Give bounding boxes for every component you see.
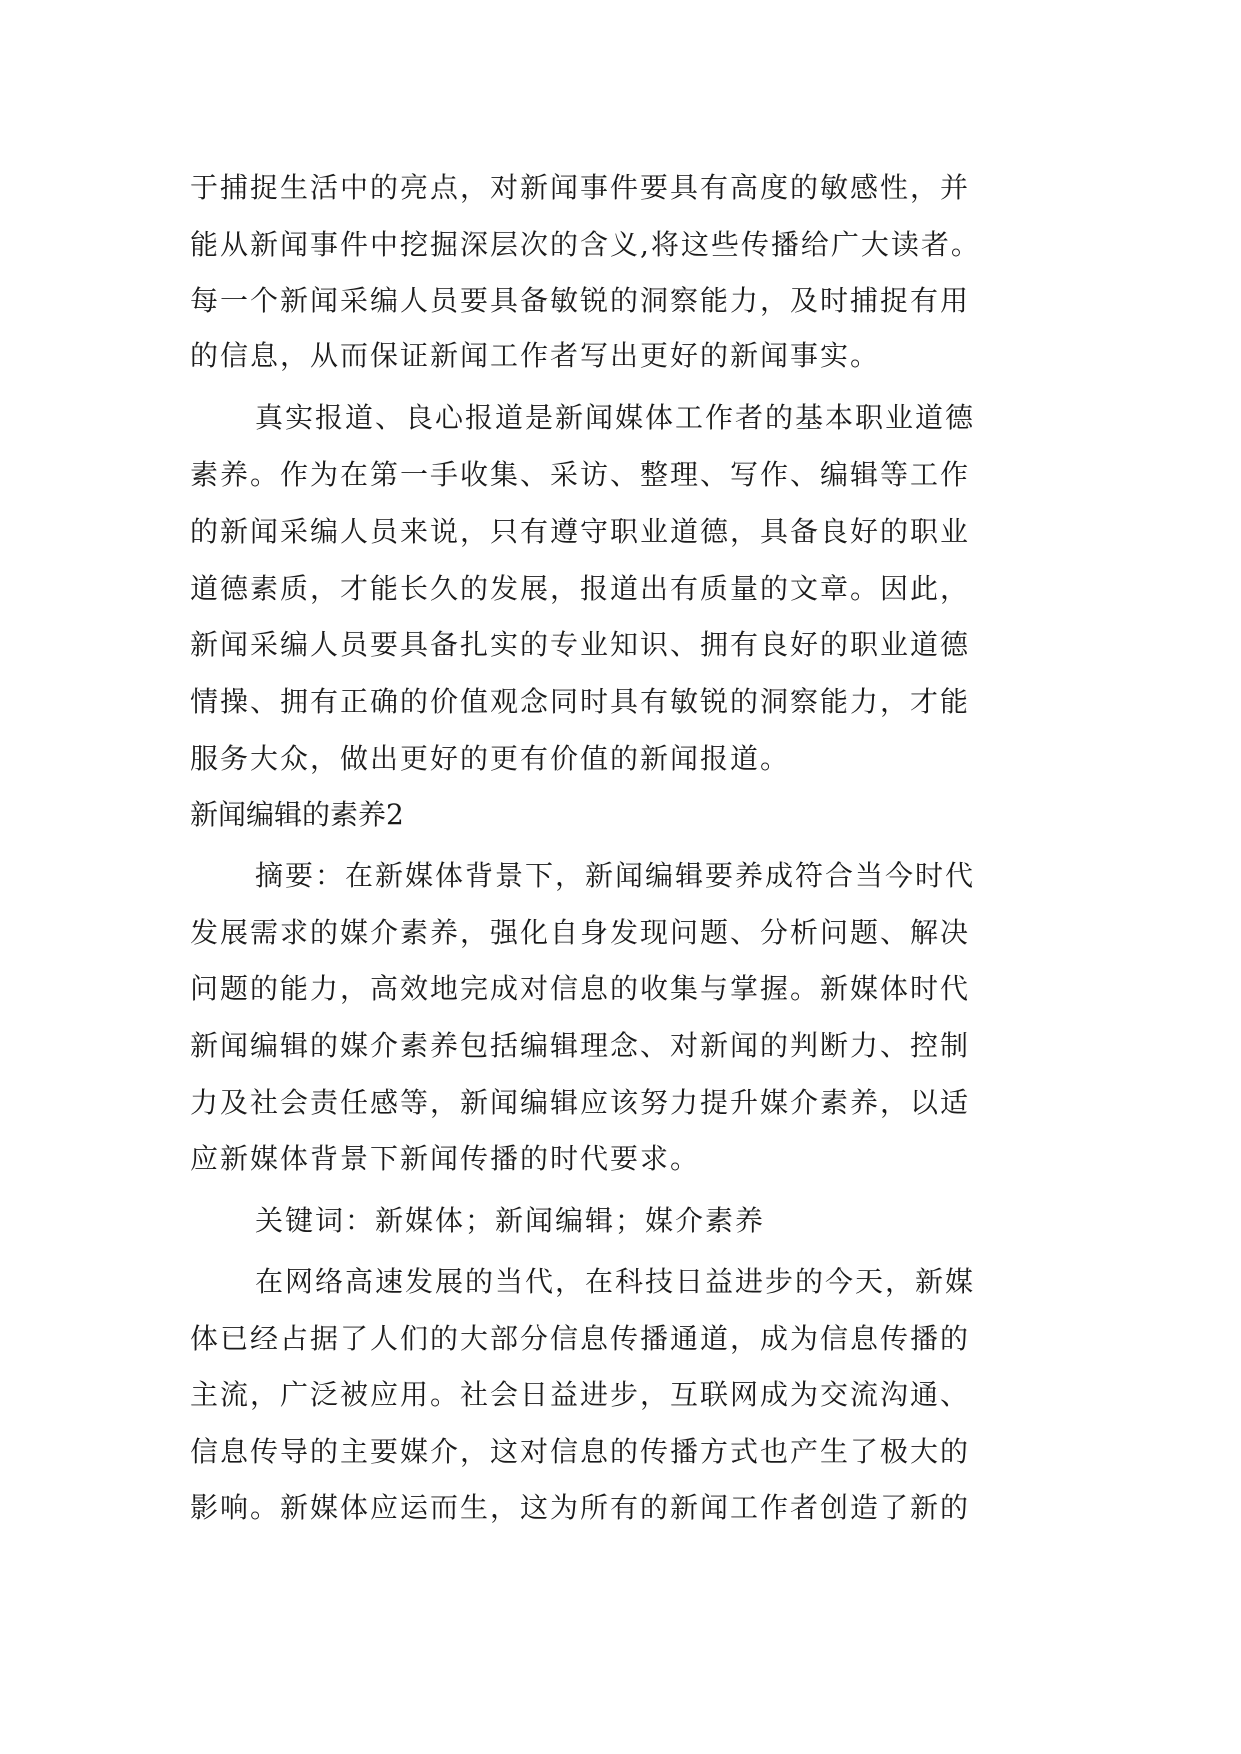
paragraph-line: 的新闻采编人员来说，只有遵守职业道德，具备良好的职业 [190,515,971,548]
paragraph-line: 问题的能力，高效地完成对信息的收集与掌握。新媒体时代 [190,972,971,1005]
paragraph-line: 真实报道、良心报道是新闻媒体工作者的基本职业道德 [255,401,976,434]
paragraph-line: 在网络高速发展的当代，在科技日益进步的今天，新媒 [255,1265,976,1298]
paragraph-line: 力及社会责任感等，新闻编辑应该努力提升媒介素养，以适 [190,1086,971,1119]
keywords-line: 关键词：新媒体；新闻编辑；媒介素养 [255,1204,766,1237]
paragraph-line: 情操、拥有正确的价值观念同时具有敏锐的洞察能力，才能 [190,685,971,718]
paragraph-line: 信息传导的主要媒介，这对信息的传播方式也产生了极大的 [190,1435,971,1468]
paragraph-line: 于捕捉生活中的亮点，对新闻事件要具有高度的敏感性，并 [190,171,971,204]
paragraph-line: 应新媒体背景下新闻传播的时代要求。 [190,1142,701,1175]
paragraph-line: 服务大众，做出更好的更有价值的新闻报道。 [190,742,791,775]
paragraph-line: 能从新闻事件中挖掘深层次的含义,将这些传播给广大读者。 [190,228,981,261]
paragraph-line: 新闻编辑的媒介素养包括编辑理念、对新闻的判断力、控制 [190,1029,971,1062]
paragraph-line: 道德素质，才能长久的发展，报道出有质量的文章。因此， [190,572,971,605]
paragraph-line: 每一个新闻采编人员要具备敏锐的洞察能力，及时捕捉有用 [190,284,971,317]
section-heading: 新闻编辑的素养2 [190,798,404,831]
paragraph-line: 新闻采编人员要具备扎实的专业知识、拥有良好的职业道德 [190,628,971,661]
paragraph-line: 主流，广泛被应用。社会日益进步，互联网成为交流沟通、 [190,1378,971,1411]
paragraph-line: 摘要：在新媒体背景下，新闻编辑要养成符合当今时代 [255,859,976,892]
paragraph-line: 的信息，从而保证新闻工作者写出更好的新闻事实。 [190,339,881,372]
paragraph-line: 发展需求的媒介素养，强化自身发现问题、分析问题、解决 [190,916,971,949]
paragraph-line: 体已经占据了人们的大部分信息传播通道，成为信息传播的 [190,1322,971,1355]
paragraph-line: 素养。作为在第一手收集、采访、整理、写作、编辑等工作 [190,458,971,491]
paragraph-line: 影响。新媒体应运而生，这为所有的新闻工作者创造了新的 [190,1491,971,1524]
